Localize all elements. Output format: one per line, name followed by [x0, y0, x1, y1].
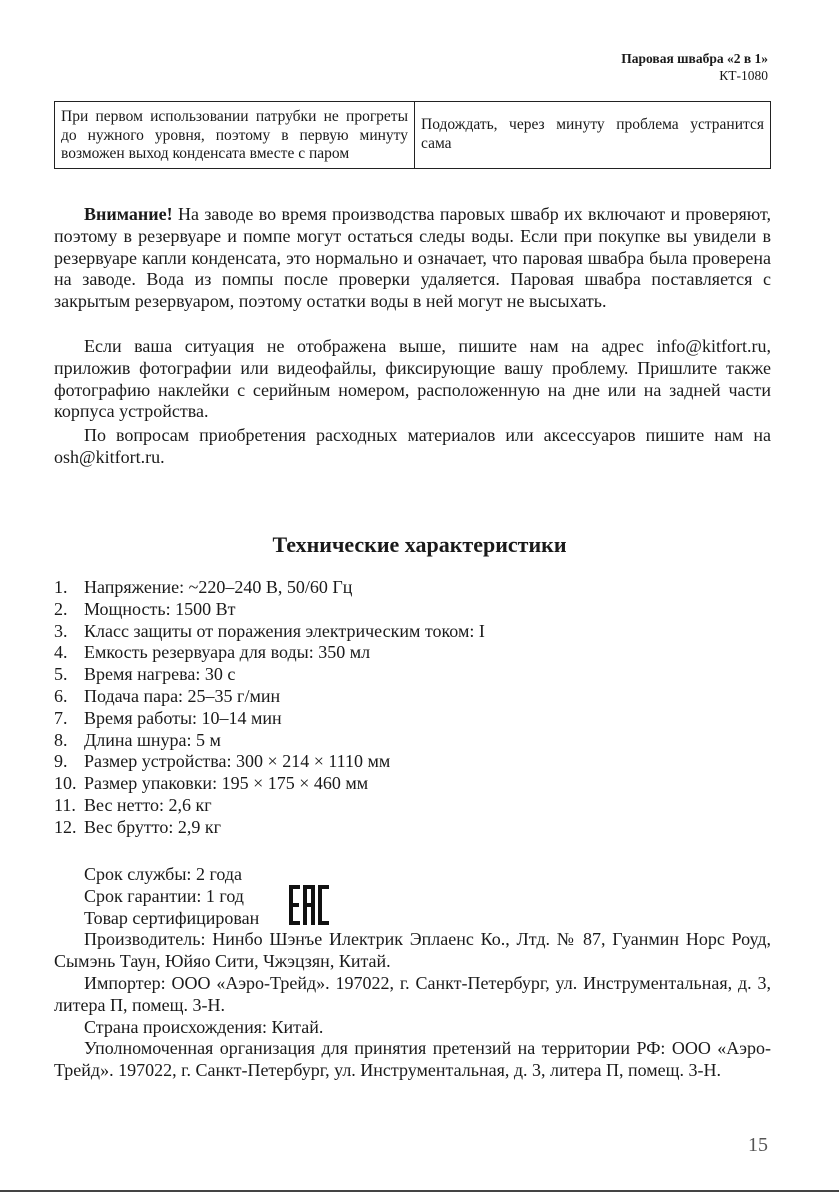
spec-item — [54, 817, 771, 839]
page-number: 15 — [748, 1134, 768, 1156]
spec-number: 3. — [54, 620, 68, 641]
warning-text: На заводе во время производства паровых швабр их включают и проверяют, поэтому в резервуаре и помпе могут остаться следы воды. Если при покупке вы увидели в резервуаре капли конденсата, это нормально и означает, что паровая швабра была проверена на заводе. Вода из помпы после проверки удаляется. Паровая швабра поставляется с закрытым резервуаром, поэтому остатки воды в ней могут не высыхать. — [54, 204, 771, 312]
manufacturer: Производитель: Нинбо Шэнъе Илектрик Эплаенс Ко., Лтд. № 87, Гуанмин Норс Роуд, Сымэнь Таун, Юйяо Сити, Чжэцзян, Китай. — [54, 929, 771, 972]
spec-item — [54, 773, 771, 795]
materials-paragraph — [54, 425, 771, 469]
bottom-divider — [0, 1190, 839, 1192]
authorized-organization: Уполномоченная организация для принятия претензий на территории РФ: ООО «Аэро-Трейд». 197022, г. Санкт-Петербург, ул. Инструментальная, д. 3, литера П, помещ. 3-Н. — [54, 1038, 771, 1081]
spec-text: Время нагрева: 30 с — [84, 664, 236, 685]
spec-item — [54, 664, 771, 686]
origin: Страна происхождения: Китай. — [84, 1016, 324, 1037]
spec-text: Размер устройства: 300 × 214 × 1110 мм — [84, 751, 391, 772]
header-model: КТ-1080 — [719, 68, 768, 83]
spec-number: 1. — [54, 577, 68, 597]
troubleshooting-table — [54, 101, 771, 169]
spec-number: 11. — [54, 794, 76, 815]
spec-text: Класс защиты от поражения электрическим током: I — [84, 620, 485, 641]
spec-text: Емкость резервуара для воды: 350 мл — [84, 642, 371, 663]
spec-item — [54, 795, 771, 817]
table-cell-cause: При первом использовании патрубки не прогреты до нужного уровня, поэтому в первую минуту возможен выход конденсата вместе с паром — [55, 102, 415, 169]
spec-number: 9. — [54, 751, 68, 772]
spec-text: Мощность: 1500 Вт — [84, 598, 236, 619]
spec-item — [54, 686, 771, 708]
spec-number: 8. — [54, 729, 68, 750]
spec-number: 7. — [54, 707, 68, 728]
warning-paragraph — [54, 204, 771, 313]
specs-title: Технические характеристики — [272, 532, 567, 557]
spec-text: Размер упаковки: 195 × 175 × 460 мм — [84, 773, 369, 794]
spec-number: 2. — [54, 598, 68, 619]
spec-text: Время работы: 10–14 мин — [84, 707, 282, 728]
spec-text: Подача пара: 25–35 г/мин — [84, 685, 281, 706]
spec-item — [54, 708, 771, 730]
spec-text: Вес брутто: 2,9 кг — [84, 816, 221, 837]
page-header — [621, 50, 768, 84]
contact-paragraph — [54, 336, 771, 423]
spec-number: 5. — [54, 664, 68, 685]
importer: Импортер: ООО «Аэро-Трейд». 197022, г. Санкт-Петербург, ул. Инструментальная, д. 3, литера П, помещ. 3-Н. — [54, 972, 771, 1015]
spec-number: 12. — [54, 816, 77, 837]
warning-label: Внимание! — [84, 204, 173, 224]
spec-number: 4. — [54, 642, 68, 663]
additional-info — [54, 864, 771, 1082]
table-row — [55, 102, 771, 169]
spec-item — [54, 730, 771, 752]
eac-logo — [289, 885, 329, 930]
contact-text: Если ваша ситуация не отображена выше, пишите нам на адрес info@kitfort.ru, приложив фотографии или видеофайлы, фиксирующие вашу проблему. Пришлите также фотографию наклейки с серийным номером, расположенную на дне или на задней части корпуса устройства. — [54, 336, 771, 422]
header-product: Паровая швабра «2 в 1» — [621, 51, 768, 66]
certified: Товар сертифицирован — [84, 907, 260, 928]
spec-number: 6. — [54, 685, 68, 706]
table-cell-solution: Подождать, через минуту проблема устранится сама — [415, 102, 771, 169]
specs-list — [54, 577, 771, 839]
spec-item — [54, 599, 771, 621]
spec-item — [54, 577, 771, 599]
spec-number: 10. — [54, 773, 77, 794]
spec-text: Вес нетто: 2,6 кг — [84, 794, 212, 815]
spec-text: Длина шнура: 5 м — [84, 729, 221, 750]
warranty: Срок гарантии: 1 год — [84, 885, 244, 906]
materials-text: По вопросам приобретения расходных материалов или аксессуаров пишите нам на osh@kitfort.ru. — [54, 425, 771, 467]
spec-text: Напряжение: ~220–240 В, 50/60 Гц — [84, 577, 353, 597]
spec-item — [54, 642, 771, 664]
spec-item — [54, 751, 771, 773]
spec-item — [54, 621, 771, 643]
service-life: Срок службы: 2 года — [84, 864, 243, 884]
